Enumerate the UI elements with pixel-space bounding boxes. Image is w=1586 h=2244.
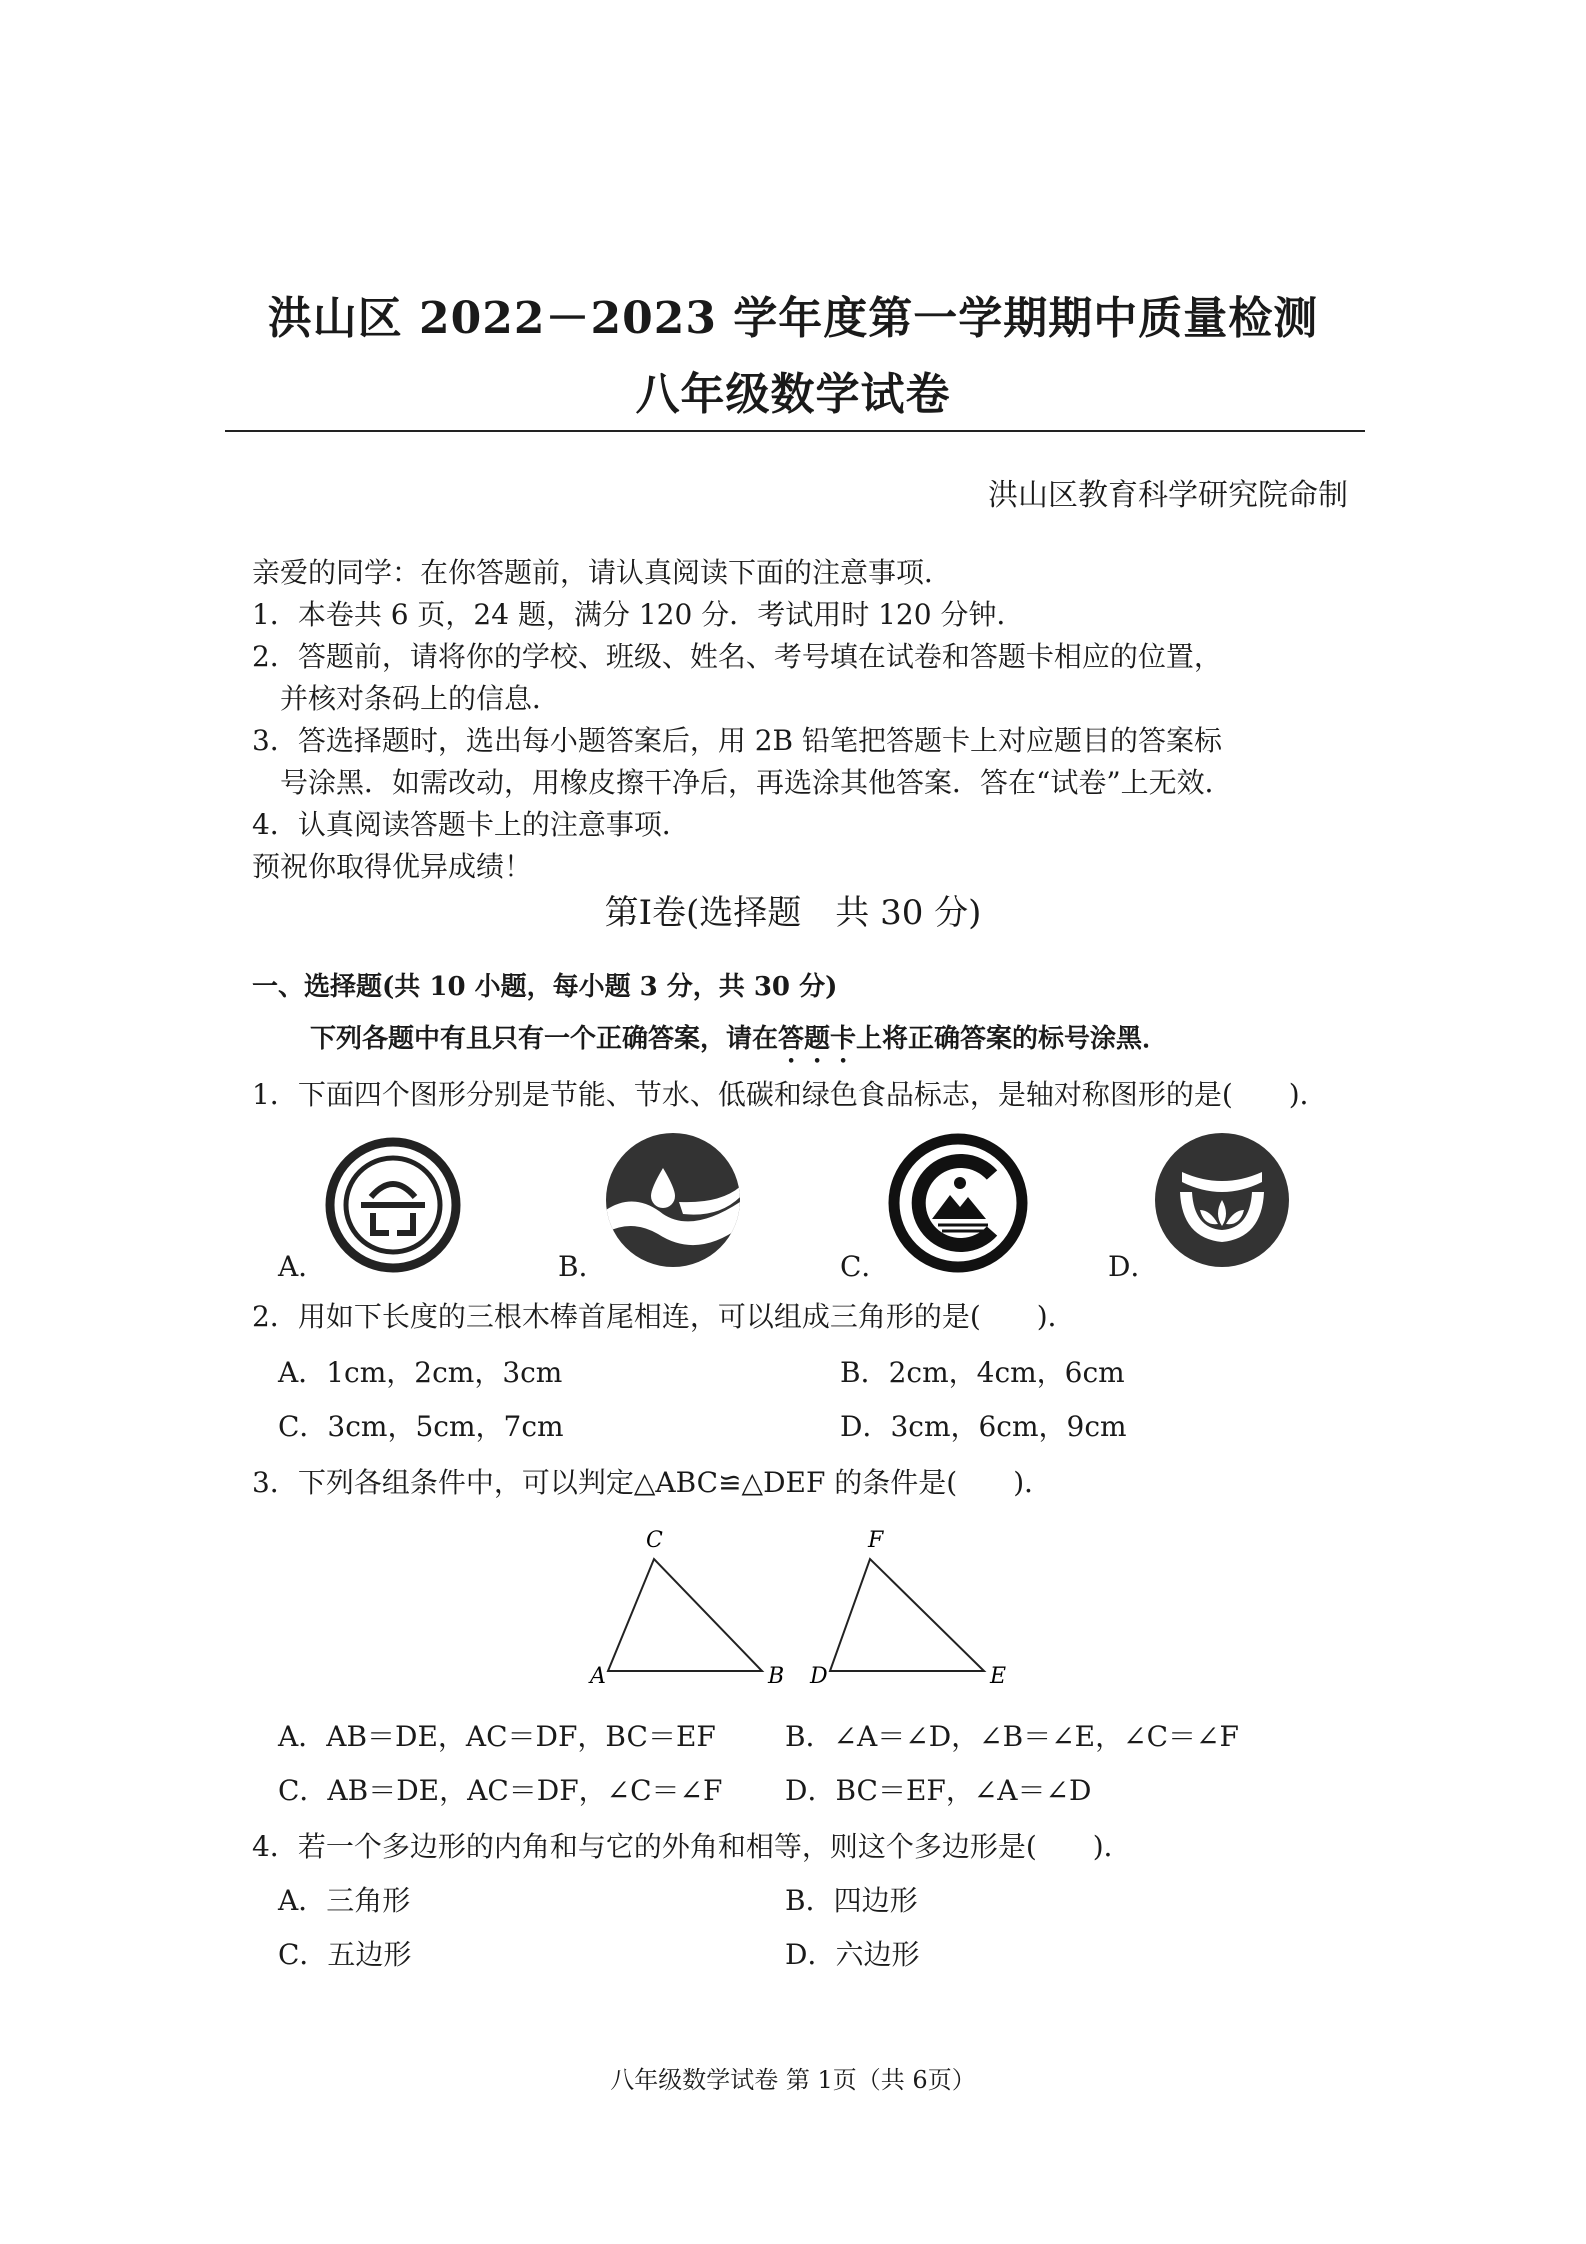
q2-stem: 2．用如下长度的三根木棒首尾相连，可以组成三角形的是( )．: [252, 1300, 1076, 1333]
notice-item-3-cont: 号涂黑．如需改动，用橡皮擦干净后，再选涂其他答案．答在“试卷”上无效．: [280, 766, 1233, 799]
page-footer: 八年级数学试卷 第 1页（共 6页）: [610, 2066, 976, 2094]
q1-label-b: B．: [558, 1250, 607, 1283]
vertex-label-a: A: [590, 1664, 606, 1689]
notice-item-2-cont: 并核对条码上的信息．: [280, 682, 561, 715]
q1-label-d: D．: [1108, 1250, 1159, 1283]
q3-triangles-figure: [580, 1525, 1020, 1695]
issuer: 洪山区教育科学研究院命制: [988, 478, 1348, 513]
q1-label-a: A．: [278, 1250, 327, 1283]
exam-title: 洪山区 2022－2023 学年度第一学期期中质量检测: [267, 293, 1319, 344]
q4-option-d: D．六边形: [785, 1938, 920, 1971]
q2-option-b: B．2cm，4cm，6cm: [840, 1356, 1125, 1389]
notice-item-1: 1．本卷共 6 页，24 题，满分 120 分．考试用时 120 分钟．: [252, 598, 1025, 631]
triangle-abc: [608, 1559, 762, 1671]
vertex-label-c: C: [646, 1528, 663, 1553]
q4-option-b: B．四边形: [785, 1884, 918, 1917]
q3-option-a: A．AB＝DE，AC＝DF，BC＝EF: [278, 1720, 716, 1753]
q4-option-a: A．三角形: [278, 1884, 411, 1917]
header-divider: [225, 430, 1365, 432]
vertex-label-d: D: [810, 1664, 828, 1689]
q3-option-c: C．AB＝DE，AC＝DF，∠C＝∠F: [278, 1774, 723, 1807]
low-carbon-logo: [888, 1133, 1028, 1273]
vertex-label-b: B: [768, 1664, 785, 1689]
q2-option-c: C．3cm，5cm，7cm: [278, 1410, 564, 1443]
q2-option-d: D．3cm，6cm，9cm: [840, 1410, 1127, 1443]
notice-item-4: 4．认真阅读答题卡上的注意事项．: [252, 808, 690, 841]
vertex-label-f: F: [868, 1528, 884, 1553]
notice-closing: 预祝你取得优异成绩！: [252, 850, 533, 883]
vertex-label-e: E: [990, 1664, 1007, 1689]
q4-stem: 4．若一个多边形的内角和与它的外角和相等，则这个多边形是( )．: [252, 1830, 1132, 1863]
q3-option-d: D．BC＝EF，∠A＝∠D: [785, 1774, 1092, 1807]
section-title: 一、选择题(共 10 小题，每小题 3 分，共 30 分): [252, 972, 838, 1002]
q1-label-c: C．: [840, 1250, 890, 1283]
part1-title: 第Ⅰ卷(选择题 共 30 分): [604, 893, 982, 933]
q4-option-c: C．五边形: [278, 1938, 412, 1971]
water-saving-logo: [603, 1130, 743, 1270]
notice-item-2: 2．答题前，请将你的学校、班级、姓名、考号填在试卷和答题卡相应的位置，: [252, 640, 1222, 673]
answer-card-emphasis: 答题卡: [778, 1024, 857, 1054]
triangle-def: [830, 1559, 984, 1671]
q2-option-a: A．1cm，2cm，3cm: [278, 1356, 563, 1389]
energy-saving-logo: [323, 1135, 463, 1275]
notice-intro: 亲爱的同学：在你答题前，请认真阅读下面的注意事项．: [252, 556, 953, 589]
q3-stem: 3．下列各组条件中，可以判定△ABC≌△DEF 的条件是( )．: [252, 1466, 1053, 1499]
q3-option-b: B．∠A＝∠D，∠B＝∠E，∠C＝∠F: [785, 1720, 1239, 1753]
exam-subtitle: 八年级数学试卷: [635, 369, 951, 420]
q1-stem: 1．下面四个图形分别是节能、节水、低碳和绿色食品标志，是轴对称图形的是( )．: [252, 1078, 1328, 1111]
green-food-logo: [1152, 1130, 1292, 1270]
section-instruction: 下列各题中有且只有一个正确答案，请在答题卡上将正确答案的标号涂黑．: [310, 1024, 1169, 1054]
notice-item-3: 3．答选择题时，选出每小题答案后，用 2B 铅笔把答题卡上对应题目的答案标: [252, 724, 1223, 757]
